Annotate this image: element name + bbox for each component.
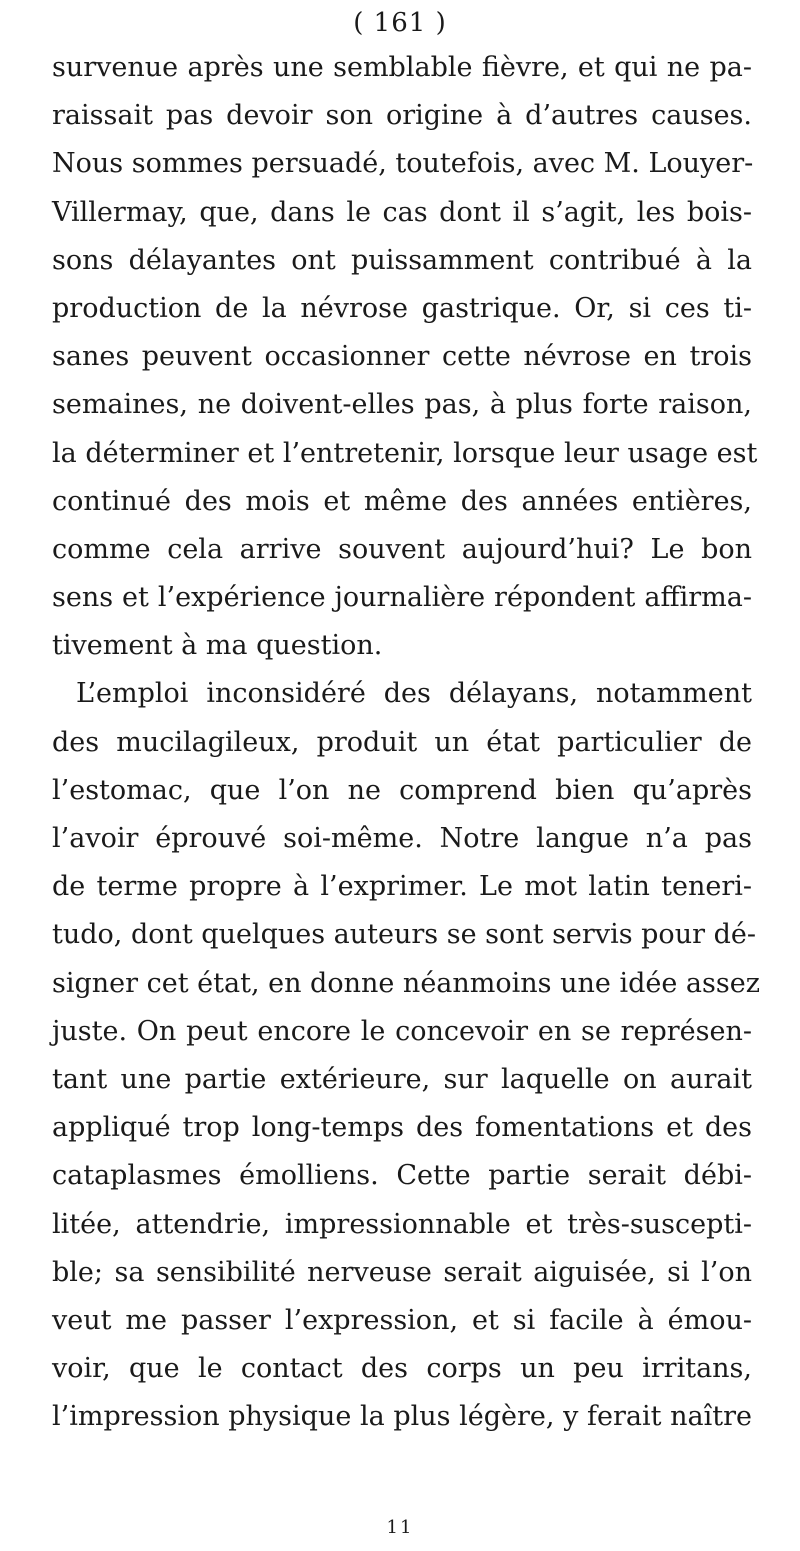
text-line: la déterminer et l’entretenir, lorsque leur usage est <box>52 437 758 469</box>
text-line: appliqué trop long-temps des fomentations et des <box>52 1112 752 1144</box>
text-line: cataplasmes émolliens. Cette partie serait débi- <box>52 1160 752 1192</box>
text-line: l’impression physique la plus légère, y ferait naître <box>52 1401 752 1433</box>
signature-mark: 11 <box>386 1517 414 1538</box>
text-line: de terme propre à l’exprimer. Le mot latin teneri- <box>52 871 752 903</box>
text-line: des mucilagileux, produit un état particulier de <box>52 726 752 758</box>
text-line: sons délayantes ont puissamment contribué à la <box>52 244 752 276</box>
text-line: tant une partie extérieure, sur laquelle on aurait <box>52 1063 752 1095</box>
text-line: voir, que le contact des corps un peu irritans, <box>52 1353 752 1385</box>
text-line: l’estomac, que l’on ne comprend bien qu’après <box>52 774 752 806</box>
text-line: signer cet état, en donne néanmoins une idée assez <box>52 967 760 999</box>
text-line: L’emploi inconsidéré des délayans, notamment <box>76 678 752 710</box>
text-line: litée, attendrie, impressionnable et très-suscepti- <box>52 1208 752 1240</box>
text-line: tivement à ma question. <box>52 630 383 662</box>
text-line: survenue après une semblable fièvre, et qui ne pa- <box>52 52 752 83</box>
text-line: comme cela arrive souvent aujourd’hui? Le bon <box>52 533 752 565</box>
text-line: raissait pas devoir son origine à d’autres causes. <box>52 100 752 132</box>
text-line: l’avoir éprouvé soi-même. Notre langue n’a pas <box>52 823 752 854</box>
text-line: tudo, dont quelques auteurs se sont servis pour dé- <box>52 919 756 951</box>
text-line: veut me passer l’expression, et si facile à émou- <box>52 1304 752 1336</box>
text-line: Villermay, que, dans le cas dont il s’agit, les bois- <box>52 196 752 228</box>
text-line: Nous sommes persuadé, toutefois, avec M. Louyer- <box>52 148 754 180</box>
body-text <box>52 44 760 1441</box>
text-line: continué des mois et même des années entières, <box>52 485 752 517</box>
text-line: ble; sa sensibilité nerveuse serait aiguisée, si l’on <box>52 1256 752 1288</box>
page-number: ( 161 ) <box>353 8 447 38</box>
text-line: juste. On peut encore le concevoir en se représen- <box>52 1015 752 1047</box>
text-line: sanes peuvent occasionner cette névrose en trois <box>52 341 752 373</box>
text-line: sens et l’expérience journalière répondent affirma- <box>52 582 752 614</box>
text-line: production de la névrose gastrique. Or, si ces ti- <box>52 292 752 324</box>
text-line: semaines, ne doivent-elles pas, à plus forte raison, <box>52 389 752 421</box>
